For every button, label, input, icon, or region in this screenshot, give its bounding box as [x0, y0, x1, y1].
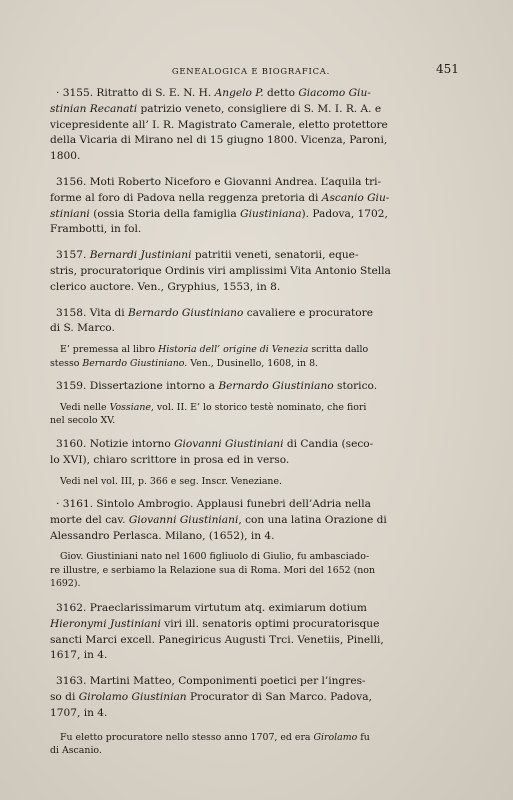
- text-span: fu: [357, 731, 370, 743]
- italic-name: Giovanni Giustiniani: [128, 513, 239, 526]
- entry-line: 1800.: [50, 150, 81, 163]
- text-span: Vedi nelle: [60, 401, 110, 413]
- italic-name: Bernardi Justiniani: [89, 249, 192, 262]
- italic-name: Bernardo Giustiniano: [128, 306, 244, 319]
- entry-line: [50, 248, 448, 264]
- entry-line: vicepresidente all’ I. R. Magistrato Camerale, eletto protettore: [50, 118, 388, 131]
- entry-line: 3162. Praeclarissimarum virtutum atq. eximiarum dotium: [56, 601, 367, 614]
- text-span: · 3155. Ritratto di S. E. N. H.: [56, 87, 215, 99]
- entry-note-line: [50, 731, 448, 745]
- entry-line: [50, 191, 448, 207]
- entry-3162: [50, 601, 448, 664]
- text-span: stesso: [50, 357, 83, 369]
- entry-line: [50, 207, 448, 223]
- text-span: Fu eletto procuratore nello stesso anno 1707, ed era: [60, 731, 314, 743]
- entry-line: · 3161. Sintolo Ambrogio. Applausi funebri dell’Adria nella: [56, 498, 371, 511]
- entry-line: sancti Marci excell. Panegiricus Augusti Trci. Venetiis, Pinelli,: [50, 633, 384, 646]
- italic-title: Vossiane: [109, 401, 151, 413]
- entry-3158: [50, 306, 448, 338]
- text-span: 3157.: [56, 249, 90, 262]
- entry-3161: [50, 497, 448, 544]
- text-span: , vol. II. E’ lo storico testè nominato, che fiori: [150, 401, 367, 413]
- entry-3159: [50, 379, 448, 395]
- text-span: so di: [50, 690, 79, 703]
- entry-line: [50, 86, 448, 102]
- entry-3156: [50, 175, 448, 238]
- text-span: , con una latina Orazione di: [238, 513, 387, 526]
- text-span: Procurator di San Marco. Padova,: [186, 690, 372, 703]
- text-span: di Candia (seco-: [283, 437, 374, 450]
- text-span: storico.: [333, 380, 378, 393]
- entry-line: [50, 102, 448, 118]
- entry-3163: [50, 674, 448, 721]
- text-span: ). Padova, 1702,: [301, 207, 388, 220]
- entry-3160: [50, 437, 448, 469]
- entry-line: stris, procuratorique Ordinis viri amplissimi Vita Antonio Stella: [50, 264, 391, 277]
- entry-line: 3163. Martini Matteo, Componimenti poetici per l’ingres-: [56, 675, 366, 688]
- text-span: (ossia Storia della famiglia: [89, 207, 241, 220]
- entry-line: [50, 379, 448, 395]
- text-span: forme al foro di Padova nella reggenza pretoria di: [50, 191, 322, 204]
- italic-name: stinian Recanati: [50, 102, 138, 115]
- entry-line: 3156. Moti Roberto Niceforo e Giovanni Andrea. L’aquila tri-: [56, 175, 382, 188]
- entry-line: [50, 306, 448, 322]
- text-span: 3159. Dissertazione intorno a: [56, 380, 219, 393]
- entry-line: [50, 690, 448, 706]
- text-span: 3158. Vita di: [56, 306, 129, 319]
- italic-name: Girolamo: [313, 731, 358, 743]
- text-span: patritii veneti, senatorii, eque-: [191, 249, 359, 262]
- text-span: detto: [263, 87, 299, 99]
- italic-name: Angelo P.: [214, 87, 264, 99]
- entry-note-line: [50, 401, 448, 415]
- entry-line: della Vicaria di Mirano nel di 15 giugno 1800. Vicenza, Paroni,: [50, 134, 388, 147]
- entry-note-line: Giov. Giustiniani nato nel 1600 figliuolo di Giulio, fu ambasciado-: [60, 551, 370, 563]
- text-span: scritta dallo: [308, 344, 369, 356]
- entry-3155: [50, 86, 448, 165]
- entry-line: lo XVI), chiaro scrittore in prosa ed in verso.: [50, 453, 290, 466]
- entry-line: [50, 513, 448, 529]
- entry-line: Frambotti, in fol.: [50, 223, 142, 236]
- entry-note-line: di Ascanio.: [50, 745, 102, 757]
- italic-name: Giovanni Giustiniani: [174, 437, 284, 450]
- italic-name: Bernardo Giustiniano: [218, 380, 334, 393]
- italic-name: Giacomo Giu-: [298, 87, 371, 99]
- italic-name: Hieronymi Justiniani: [50, 617, 161, 630]
- entry-line: [50, 617, 448, 633]
- entry-line: 1617, in 4.: [50, 649, 108, 662]
- italic-title: Historia dell’ origine di Venezia: [158, 344, 309, 356]
- italic-name: Ascanio Giu-: [321, 191, 390, 204]
- entry-note-line: 1692).: [50, 578, 81, 590]
- entry-note-line: nel secolo XV.: [50, 415, 116, 427]
- entry-line: di S. Marco.: [50, 322, 115, 335]
- italic-name: Bernardo Giustiniano.: [82, 357, 188, 369]
- italic-name: stiniani: [50, 207, 90, 220]
- entry-note-line: Vedi nel vol. III, p. 366 e seg. Inscr. Veneziane.: [60, 475, 283, 487]
- text-span: viri ill. senatoris optimi procuratorisque: [160, 617, 380, 630]
- entry-line: 1707, in 4.: [50, 706, 108, 719]
- entry-line: Alessandro Perlasca. Milano, (1652), in 4.: [50, 529, 275, 542]
- text-span: patrizio veneto, consigliere di S. M. I. R. A. e: [137, 102, 382, 115]
- running-header: GENEALOGICA E BIOGRAFICA.: [171, 66, 331, 76]
- page-number: 451: [436, 62, 459, 76]
- entry-note-line: re illustre, e serbiamo la Relazione sua di Roma. Mori del 1652 (non: [50, 564, 375, 576]
- text-span: E’ premessa al libro: [60, 344, 159, 356]
- entry-line: [50, 437, 448, 453]
- entry-note-line: [50, 343, 448, 357]
- italic-name: Girolamo Giustinian: [78, 690, 187, 703]
- entry-3157: [50, 248, 448, 295]
- italic-name: Giustiniana: [240, 207, 302, 220]
- text-span: cavaliere e procuratore: [243, 306, 374, 319]
- text-span: 3160. Notizie intorno: [56, 437, 175, 450]
- text-span: morte del cav.: [50, 513, 129, 526]
- page-body: [50, 86, 448, 758]
- text-span: Ven., Dusinello, 1608, in 8.: [187, 357, 319, 369]
- entry-line: clerico auctore. Ven., Gryphius, 1553, in 8.: [50, 280, 281, 293]
- entry-note-line: [50, 357, 448, 371]
